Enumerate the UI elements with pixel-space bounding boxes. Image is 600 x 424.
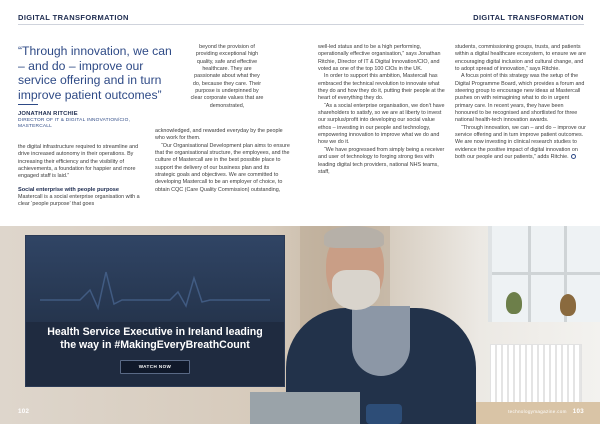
paragraph-text: “Through innovation, we can – and do – improve our service offering and in turn improve patient outcomes. We are now investing in clinical research studies to evidence the positive impact of digital innovation on both our people and our patients,” adds Ritchie. — [455, 124, 586, 161]
window-transom — [492, 272, 600, 275]
section-header: DIGITAL TRANSFORMATION — [18, 13, 129, 22]
plant-pot-icon — [560, 294, 576, 316]
fitness-tracker-icon — [366, 404, 402, 424]
paragraph: In order to support this ambition, Mastercall has embraced the technical revolution to innovate what they do and how they do it, putting their people at the heart of everything they do. — [318, 73, 445, 102]
pull-quote: “Through innovation, we can – and do – improve our service offering and in turn improve patient outcomes” — [18, 44, 172, 102]
paragraph — [455, 125, 587, 162]
body-column-1 — [18, 144, 140, 209]
photo-laptop — [250, 392, 360, 424]
paragraph: “Our Organisational Development plan aims to ensure that the organisational structure, the employees, and the culture of Mastercall are in the best possible place to support the delivery of our business plan and its strategic goals and objectives. We are committed to developing Mastercall to be an employer of choice, to obtain CQC (Care Quality Commission) outstanding, — [155, 142, 290, 193]
body-column-2-wrap — [190, 44, 264, 110]
page-number: 103 — [572, 408, 584, 415]
body-column-2 — [155, 128, 291, 194]
pull-quote-divider — [18, 104, 38, 105]
paragraph: well-led status and to be a high performing, operationally effective organisation,” says Jonathan Ritchie, Director of IT & Digital Innovation/CIO, and voted as one of the top 100 CIOs in the UK. — [318, 44, 441, 73]
body-column-3 — [318, 44, 448, 176]
heartbeat-line-icon — [40, 260, 270, 320]
paragraph: Mastercall is a social enterprise organisation with a clear ‘people purpose’ that goes — [18, 194, 140, 208]
header-rule — [18, 24, 300, 25]
subheading: Social enterprise with people purpose — [18, 186, 120, 193]
paragraph: “We have progressed from simply being a receiver and user of technology to forging strong ties with leading digital tech providers, national NHS teams, staff, — [318, 146, 445, 175]
person-shirt — [352, 306, 410, 376]
header-rule — [300, 24, 584, 25]
end-mark-icon — [571, 154, 576, 159]
paragraph: beyond the provision of providing exceptional high quality, safe and effective healthcare. They are passionate about what they do, because they care. Their purpose is underpinned by clear corporate values that are demonstrated, — [190, 44, 264, 109]
paragraph: students, commissioning groups, trusts, and patients within a digital healthcare ecosystem, to ensure we are encouraging digital inclusion and cultural change, and to adopt spread of innovation,” says Ritchie. — [455, 44, 586, 73]
watch-now-button[interactable]: WATCH NOW — [120, 360, 190, 374]
paragraph: acknowledged, and rewarded everyday by the people who work for them. — [155, 128, 283, 142]
paragraph: the digital infrastructure required to streamline and drive increased autonomy in their operations. By increasing their efficiency and the visibility of achievements, a foundation for happier and more engaged staff is laid.” — [18, 144, 139, 180]
paragraph: A focus point of this strategy was the setup of the Digital Programme Board, which provides a forum and steering group to encourage new ideas at Mastercall pushes on with reimagining what to do in urgent primary care. In recent years, they have been honoured to be recognised and shortlisted for three national health-tech innovation awards. — [455, 73, 585, 124]
section-header: DIGITAL TRANSFORMATION — [473, 13, 584, 22]
video-title: Health Service Executive in Ireland leading the way in #MakingEveryBreathCount — [47, 326, 263, 351]
folio-left — [18, 408, 29, 415]
photo-window — [488, 226, 600, 322]
plant-icon — [506, 292, 522, 314]
person-beard — [332, 270, 380, 310]
person-hair — [324, 226, 384, 248]
page-number: 102 — [18, 408, 30, 415]
pull-quote-attribution-title: DIRECTOR OF IT & DIGITAL INNOVATION/CIO, MASTERCALL — [18, 118, 131, 129]
body-column-4 — [455, 44, 587, 162]
pull-quote-attribution-name: JONATHAN RITCHIE — [18, 111, 78, 117]
site-url[interactable]: technologymagazine.com — [508, 409, 567, 414]
video-promo[interactable] — [26, 236, 284, 386]
folio-right — [508, 408, 584, 415]
paragraph: “As a social enterprise organisation, we don’t have shareholders to satisfy, so we are at liberty to invest our surplus/profit into developing our social value ethos – investing in our people and technology, empowering innovation to improve what we do and how we do it. — [318, 102, 445, 146]
photo-radiator — [490, 344, 582, 410]
